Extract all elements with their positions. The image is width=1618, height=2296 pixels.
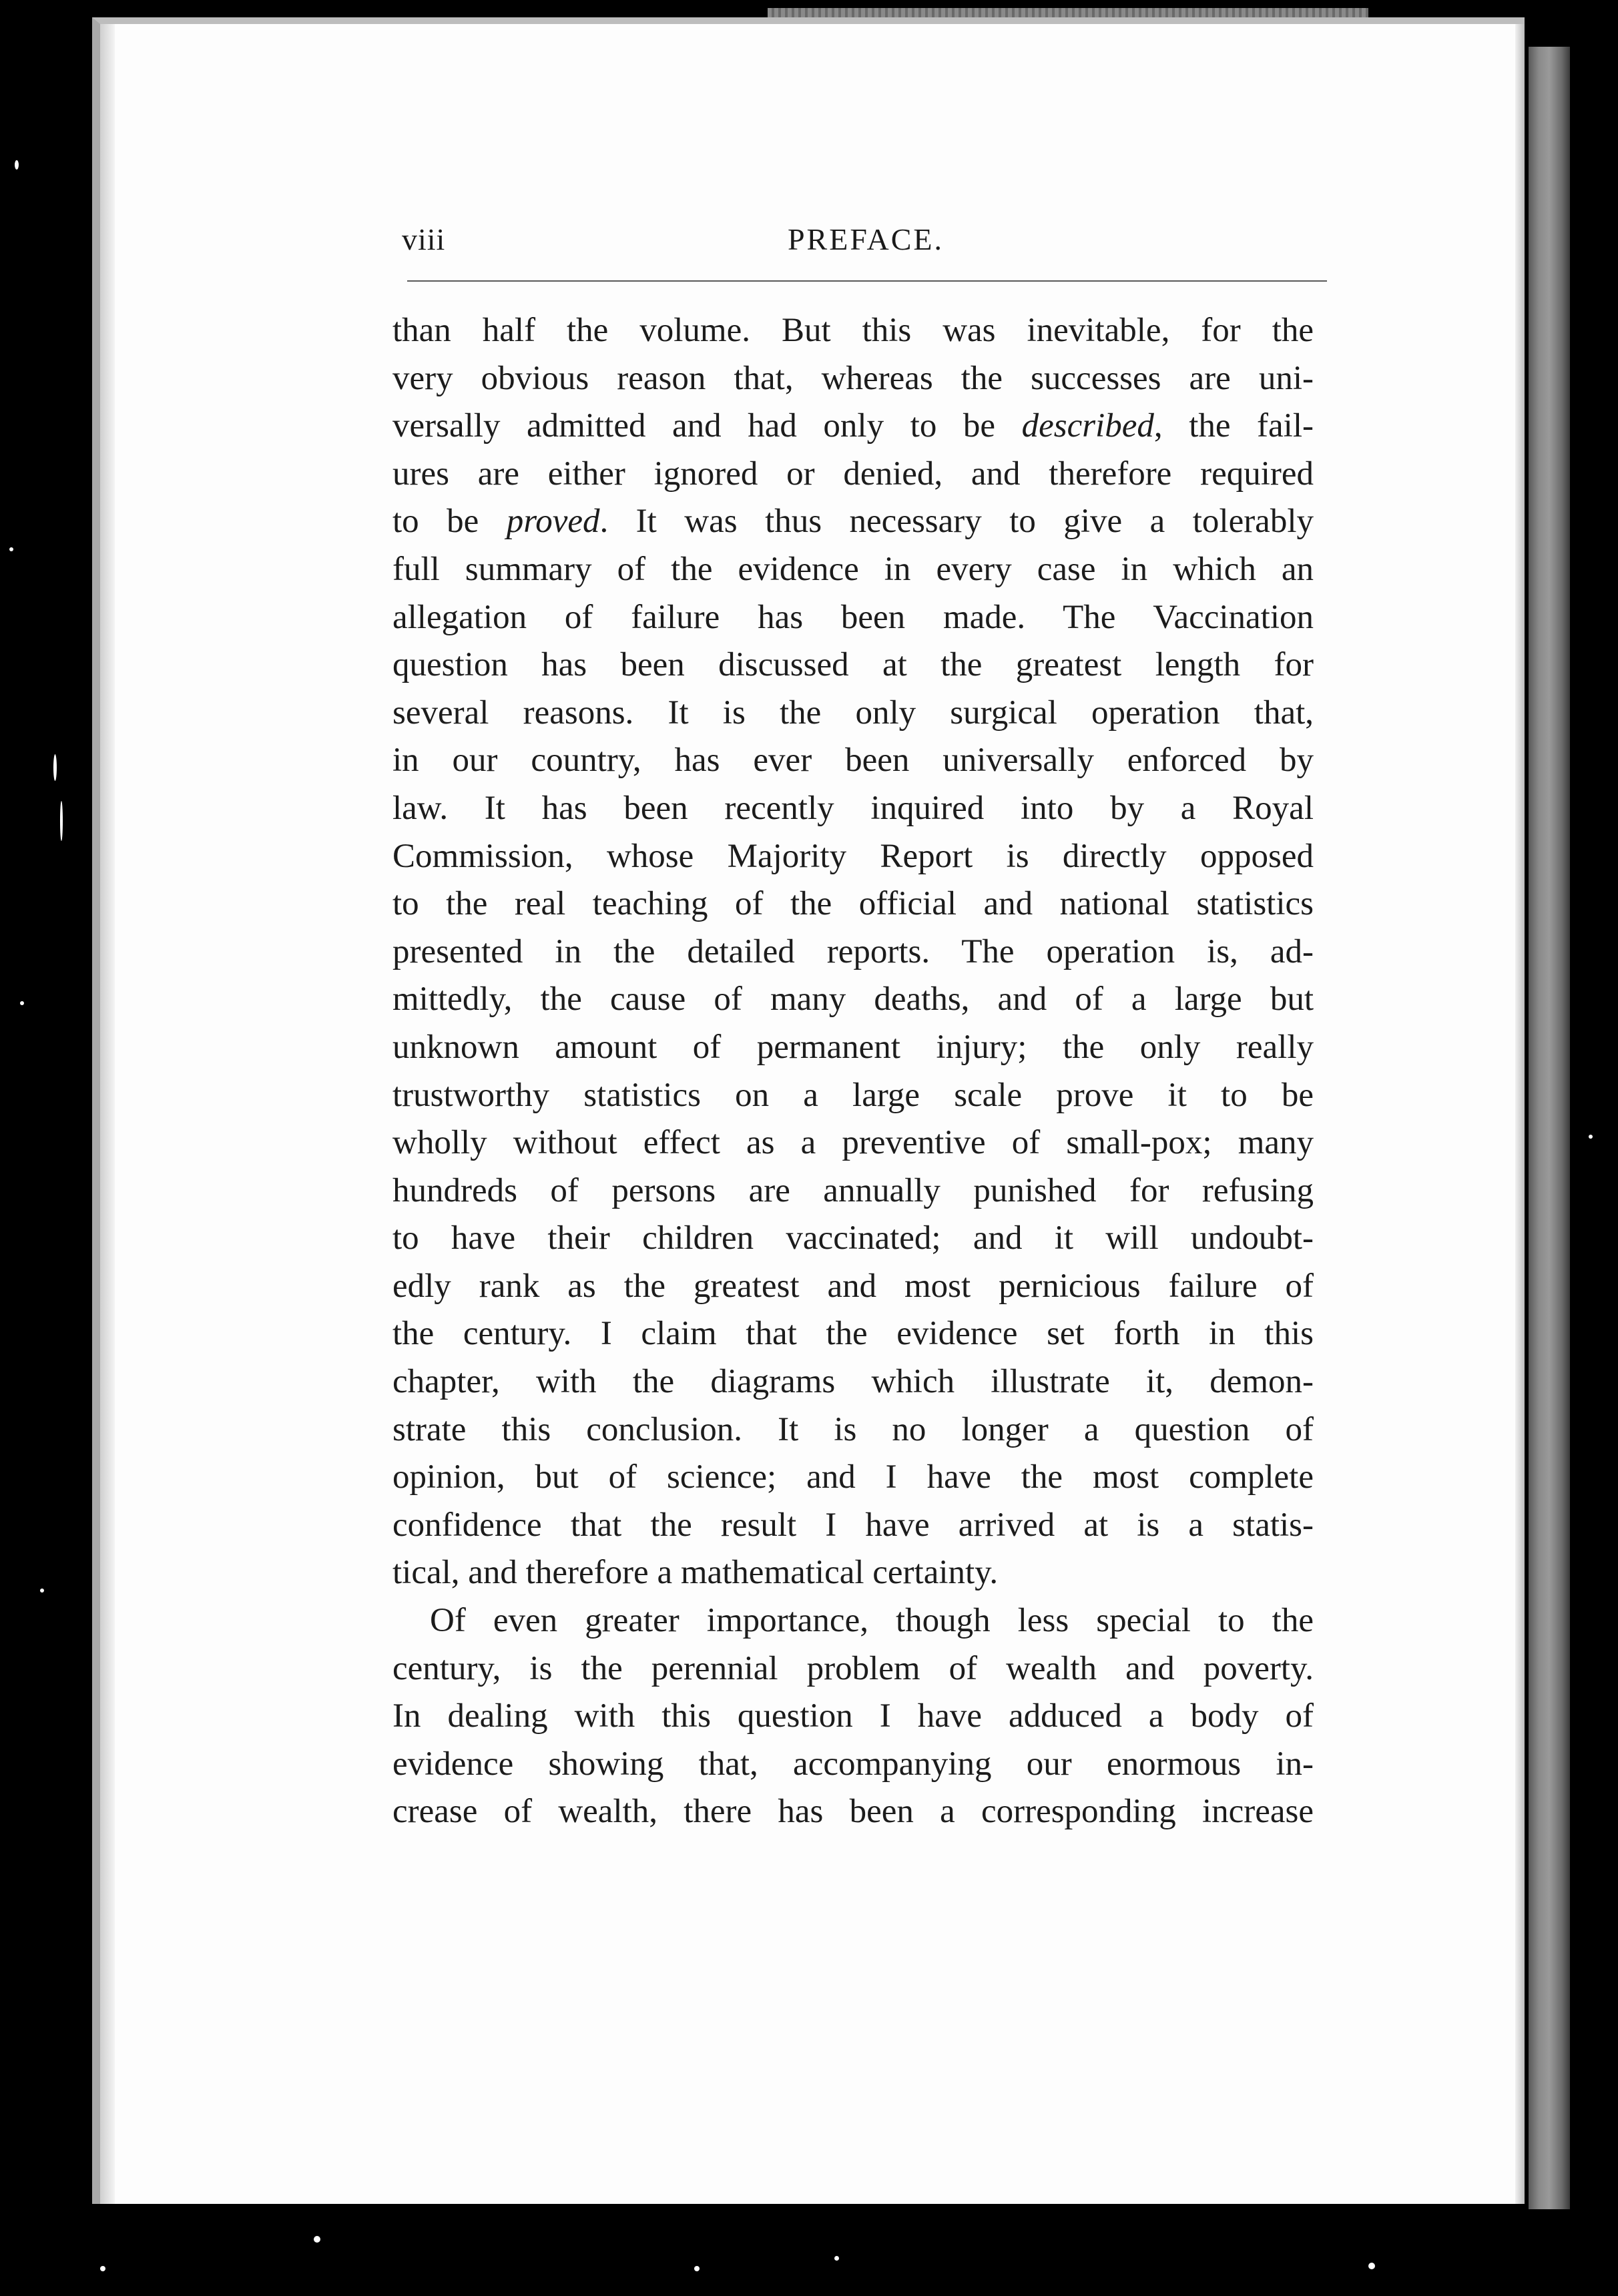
page-edge-shadow [1515,24,1525,2204]
text-line: opinion, but of science; and I have the most complete [392,1458,1314,1496]
top-page-edge-strip [768,8,1368,17]
scan-speck [1368,2263,1375,2269]
text-line: Commission, whose Majority Report is directly opposed [392,837,1314,875]
scan-speck [40,1589,44,1593]
scan-speck [834,2256,839,2261]
text-line: to be proved. It was thus necessary to give a tolerably [392,503,1314,541]
scan-speck [314,2236,320,2243]
text-line: chapter, with the diagrams which illustrate it, demon- [392,1363,1314,1401]
text-line: versally admitted and had only to be described, the fail- [392,407,1314,445]
page-gutter-shadow [100,24,115,2204]
text-line: unknown amount of permanent injury; the only really [392,1028,1314,1066]
text-line: several reasons. It is the only surgical operation that, [392,693,1314,732]
body-text [392,307,1314,1836]
scan-speck [60,801,63,841]
text-line: very obvious reason that, whereas the successes are uni- [392,359,1314,397]
text-line: trustworthy statistics on a large scale prove it to be [392,1076,1314,1114]
text-line: full summary of the evidence in every case in which an [392,550,1314,588]
text-line: allegation of failure has been made. The Vaccination [392,598,1314,636]
running-head [402,222,1330,268]
scan-speck [1589,1135,1593,1139]
page-number: viii [402,222,446,256]
text-line: law. It has been recently inquired into by a Royal [392,789,1314,827]
emphasis: proved [506,503,600,541]
text-line: In dealing with this question I have adduced a body of [392,1697,1314,1735]
text-line: hundreds of persons are annually punished for refusing [392,1171,1314,1209]
text-line: to have their children vaccinated; and it will undoubt- [392,1219,1314,1257]
scan-speck [9,547,13,551]
text-line: tical, and therefore a mathematical certainty. [392,1554,999,1592]
book-binding-edge [1529,47,1570,2209]
text-line: confidence that the result I have arrived at is a statis- [392,1506,1314,1544]
text-line: the century. I claim that the evidence set forth in this [392,1315,1314,1353]
scan-speck [15,160,19,170]
text-line: to the real teaching of the official and national statistics [392,885,1314,923]
text-line: Of even greater importance, though less special to the [430,1602,1314,1640]
text-line: ures are either ignored or denied, and therefore required [392,455,1314,493]
scan-speck [20,1001,24,1005]
text-line: presented in the detailed reports. The operation is, ad- [392,932,1314,970]
text-line: edly rank as the greatest and most pernicious failure of [392,1267,1314,1305]
text-line: crease of wealth, there has been a corresponding increase [392,1793,1314,1831]
scan-speck [53,754,57,781]
text-line: strate this conclusion. It is no longer a question of [392,1410,1314,1448]
header-rule [407,280,1327,282]
text-line: mittedly, the cause of many deaths, and of a large but [392,980,1314,1019]
running-title: PREFACE. [787,222,945,256]
scan-speck [694,2266,700,2271]
scan-speck [100,2266,105,2271]
text-line: century, is the perennial problem of wealth and poverty. [392,1649,1314,1687]
text-line: question has been discussed at the greatest length for [392,646,1314,684]
text-line: evidence showing that, accompanying our enormous in- [392,1745,1314,1783]
text-line: in our country, has ever been universally enforced by [392,742,1314,780]
text-line: wholly without effect as a preventive of small-pox; many [392,1124,1314,1162]
emphasis: described [1021,407,1154,445]
text-line: than half the volume. But this was inevitable, for the [392,312,1314,349]
